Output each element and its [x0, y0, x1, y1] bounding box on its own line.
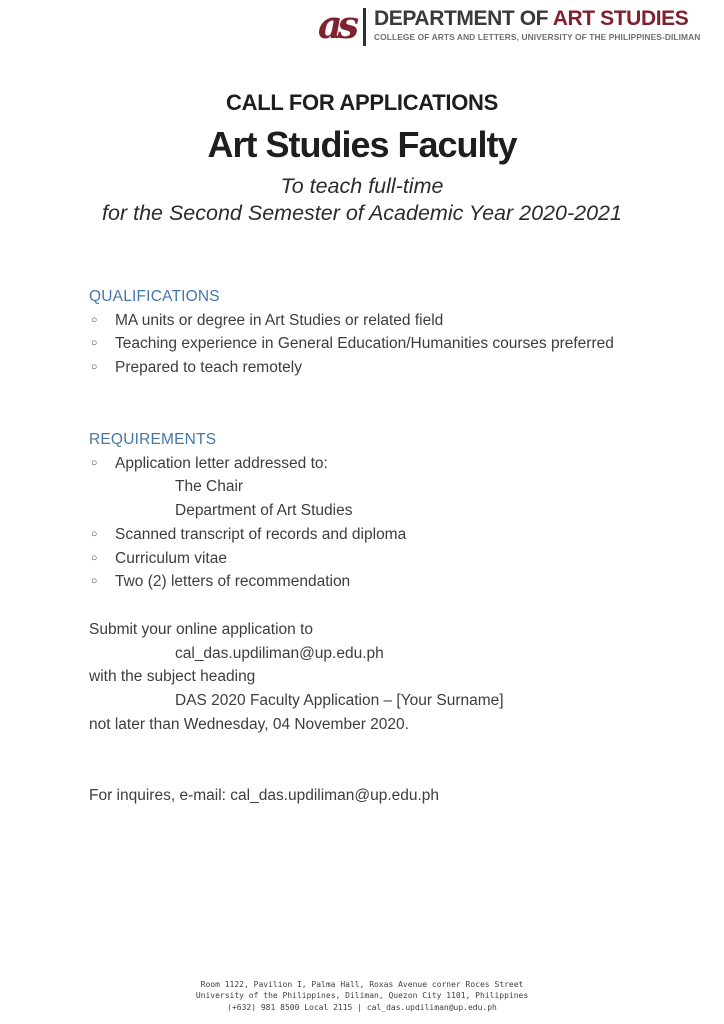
- footer-contact-block: [0, 979, 724, 1013]
- list-item-text: Prepared to teach remotely: [115, 359, 302, 377]
- department-name: [374, 7, 700, 30]
- subtitle-line-1: To teach full-time: [280, 174, 444, 198]
- list-item-text: Scanned transcript of records and diploma: [115, 525, 407, 543]
- subtitle-line-2: for the Second Semester of Academic Year 2020-2021: [102, 201, 622, 225]
- list-item-text: MA units or degree in Art Studies or related field: [115, 311, 444, 329]
- addressee-line: Department of Art Studies: [175, 502, 353, 520]
- list-item: [89, 356, 637, 380]
- qualifications-heading: QUALIFICATIONS: [89, 288, 220, 305]
- inquiries-line: For inquires, e-mail: cal_das.updiliman@up.edu.ph: [89, 787, 440, 804]
- submission-instructions: [89, 618, 637, 737]
- subject-heading-line: DAS 2020 Faculty Application – [Your Surname]: [175, 692, 504, 710]
- art-studies-logo-icon: as: [318, 2, 355, 47]
- footer-address-line: Room 1122, Pavilion I, Palma Hall, Roxas Avenue corner Roces Street: [200, 980, 524, 989]
- addressee-line: The Chair: [175, 478, 244, 496]
- deadline-line: not later than Wednesday, 04 November 2020.: [89, 715, 409, 733]
- page-title: Art Studies Faculty: [207, 124, 517, 165]
- list-item: [89, 523, 637, 547]
- circle-bullet-icon: ○: [91, 575, 98, 588]
- circle-bullet-icon: ○: [91, 527, 98, 540]
- list-item: [89, 547, 637, 571]
- department-name-prefix: DEPARTMENT OF: [374, 7, 553, 30]
- footer-phone-email-line: (+632) 981 8500 Local 2115 | cal_das.updiliman@up.edu.ph: [227, 1002, 497, 1012]
- list-item-text: Curriculum vitae: [115, 549, 227, 567]
- list-item: [89, 332, 637, 356]
- title-block: [0, 90, 724, 227]
- circle-bullet-icon: ○: [91, 337, 98, 350]
- list-item: [89, 309, 637, 333]
- circle-bullet-icon: ○: [91, 313, 98, 326]
- requirements-heading: REQUIREMENTS: [89, 431, 217, 448]
- circle-bullet-icon: ○: [91, 551, 98, 564]
- submission-email: cal_das.updiliman@up.edu.ph: [175, 644, 384, 662]
- qualifications-section: [89, 285, 637, 380]
- list-item-text: Two (2) letters of recommendation: [115, 573, 351, 591]
- circle-bullet-icon: ○: [91, 361, 98, 374]
- list-item: [89, 452, 637, 476]
- submission-line: Submit your online application to: [89, 621, 314, 638]
- department-letterhead: [318, 2, 701, 47]
- list-item-text: Application letter addressed to:: [115, 454, 328, 472]
- list-item-text: Teaching experience in General Education/Humanities courses preferred: [115, 335, 614, 353]
- requirements-section: [89, 428, 637, 594]
- department-name-highlight: ART STUDIES: [552, 7, 689, 30]
- college-tagline: COLLEGE OF ARTS AND LETTERS, UNIVERSITY OF THE PHILIPPINES-DILIMAN: [374, 32, 701, 42]
- circle-bullet-icon: ○: [91, 456, 98, 469]
- logo-text: [374, 7, 700, 42]
- footer-address-line: University of the Philippines, Diliman, Quezon City 1101, Philippines: [195, 991, 529, 1001]
- call-for-applications-kicker: CALL FOR APPLICATIONS: [226, 90, 498, 115]
- submission-line: with the subject heading: [89, 668, 256, 686]
- logo-divider: [363, 8, 366, 46]
- list-item: [89, 570, 637, 594]
